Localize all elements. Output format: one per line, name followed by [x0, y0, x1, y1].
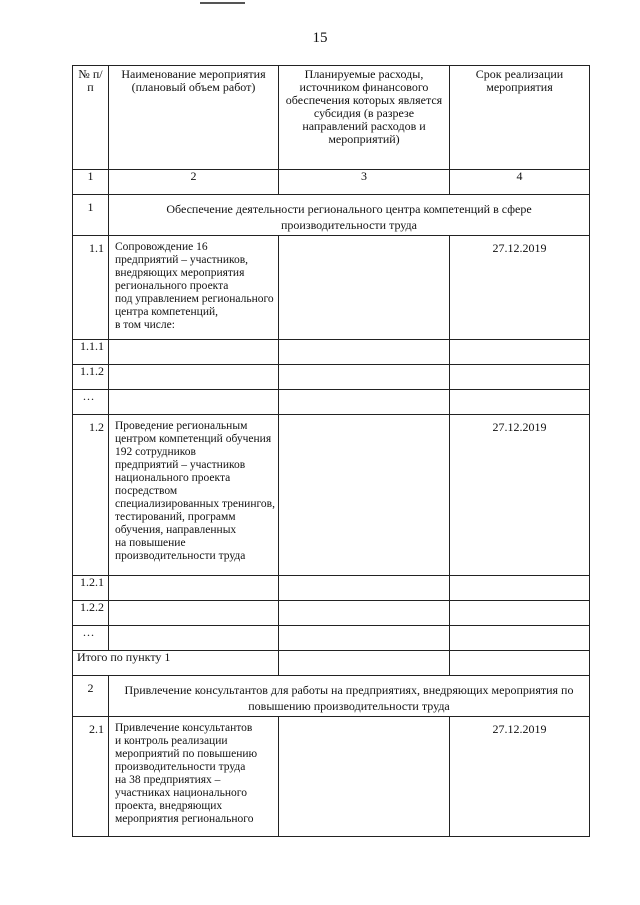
- header-num: № п/п: [73, 66, 109, 170]
- column-number: 2: [109, 170, 279, 195]
- subitem-num: 1.1.2: [73, 365, 109, 390]
- item-name-line: мероприятий по повышению: [115, 748, 258, 760]
- subitem-row: [73, 601, 590, 626]
- item-name-line: обучения, направленных: [115, 524, 237, 536]
- item-name-line: на повышение: [115, 537, 186, 549]
- header-name: Наименование мероприятия (плановый объем работ): [109, 66, 279, 170]
- item-name-line: 192 сотрудников: [115, 446, 196, 458]
- section-num: 1: [73, 195, 109, 236]
- item-name-line: под управлением регионального: [115, 293, 274, 305]
- item-num: 1.1: [73, 236, 109, 340]
- section-title: Привлечение консультантов для работы на предприятиях, внедряющих мероприятия по повышению производительности труда: [109, 676, 590, 717]
- item-name-line: в том числе:: [115, 319, 175, 331]
- subitem-num: 1.2.2: [73, 601, 109, 626]
- item-expenses: [279, 236, 450, 340]
- column-number: 4: [450, 170, 590, 195]
- item-name-line: на 38 предприятиях –: [115, 774, 221, 786]
- header-term: Срок реализации мероприятия: [450, 66, 590, 170]
- item-expenses: [279, 717, 450, 837]
- subitem-row: [73, 365, 590, 390]
- subitem-row: [73, 576, 590, 601]
- top-edge-line: [200, 2, 245, 4]
- item-name: [109, 236, 279, 340]
- item-name: [109, 717, 279, 837]
- subitem-row: [73, 340, 590, 365]
- item-name-line: Проведение региональным: [115, 420, 248, 432]
- ellipsis-row: [73, 626, 590, 651]
- ellipsis-row: [73, 390, 590, 415]
- item-name-line: предприятий – участников: [115, 459, 246, 471]
- item-name-line: регионального проекта: [115, 280, 229, 292]
- subitem-num: 1.1.1: [73, 340, 109, 365]
- item-date: 27.12.2019: [450, 717, 590, 837]
- column-numbers-row: [73, 170, 590, 195]
- header-expenses: Планируемые расходы, источником финансового обеспечения которых является субсидия (в разрезе направлений расходов и мероприятий): [279, 66, 450, 170]
- item-num: 1.2: [73, 415, 109, 576]
- item-name-line: производительности труда: [115, 550, 246, 562]
- item-row-1-1: [73, 236, 590, 340]
- table-header-row: [73, 66, 590, 170]
- item-date: 27.12.2019: [450, 236, 590, 340]
- column-number: 1: [73, 170, 109, 195]
- item-name-line: и контроль реализации: [115, 735, 228, 747]
- item-name-line: тестирований, программ: [115, 511, 236, 523]
- measures-table: [72, 65, 590, 837]
- item-row-2-1: [73, 717, 590, 837]
- total-row: [73, 651, 590, 676]
- item-num: 2.1: [73, 717, 109, 837]
- item-expenses: [279, 415, 450, 576]
- item-name-line: Привлечение консультантов: [115, 722, 253, 734]
- item-name-line: посредством: [115, 485, 178, 497]
- item-name-line: производительности труда: [115, 761, 246, 773]
- section-row-1: [73, 195, 590, 236]
- item-name-line: центром компетенций обучения: [115, 433, 272, 445]
- section-title: Обеспечение деятельности регионального центра компетенций в сфере производительности труда: [109, 195, 590, 236]
- ellipsis: …: [73, 390, 109, 415]
- total-label: Итого по пункту 1: [73, 651, 279, 676]
- item-name: [109, 415, 279, 576]
- item-name-line: предприятий – участников,: [115, 254, 249, 266]
- section-num: 2: [73, 676, 109, 717]
- page-number: 15: [312, 30, 328, 46]
- item-name-line: центра компетенций,: [115, 306, 219, 318]
- item-name-line: участниках национального: [115, 787, 247, 799]
- item-row-1-2: [73, 415, 590, 576]
- item-date: 27.12.2019: [450, 415, 590, 576]
- item-name-line: Сопровождение 16: [115, 241, 208, 253]
- item-name-line: проекта, внедряющих: [115, 800, 223, 812]
- section-row-2: [73, 676, 590, 717]
- item-name-line: национального проекта: [115, 472, 231, 484]
- column-number: 3: [279, 170, 450, 195]
- item-name-line: внедряющих мероприятия: [115, 267, 245, 279]
- item-name-line: мероприятия регионального: [115, 813, 254, 825]
- subitem-num: 1.2.1: [73, 576, 109, 601]
- item-name-line: специализированных тренингов,: [115, 498, 275, 510]
- ellipsis: …: [73, 626, 109, 651]
